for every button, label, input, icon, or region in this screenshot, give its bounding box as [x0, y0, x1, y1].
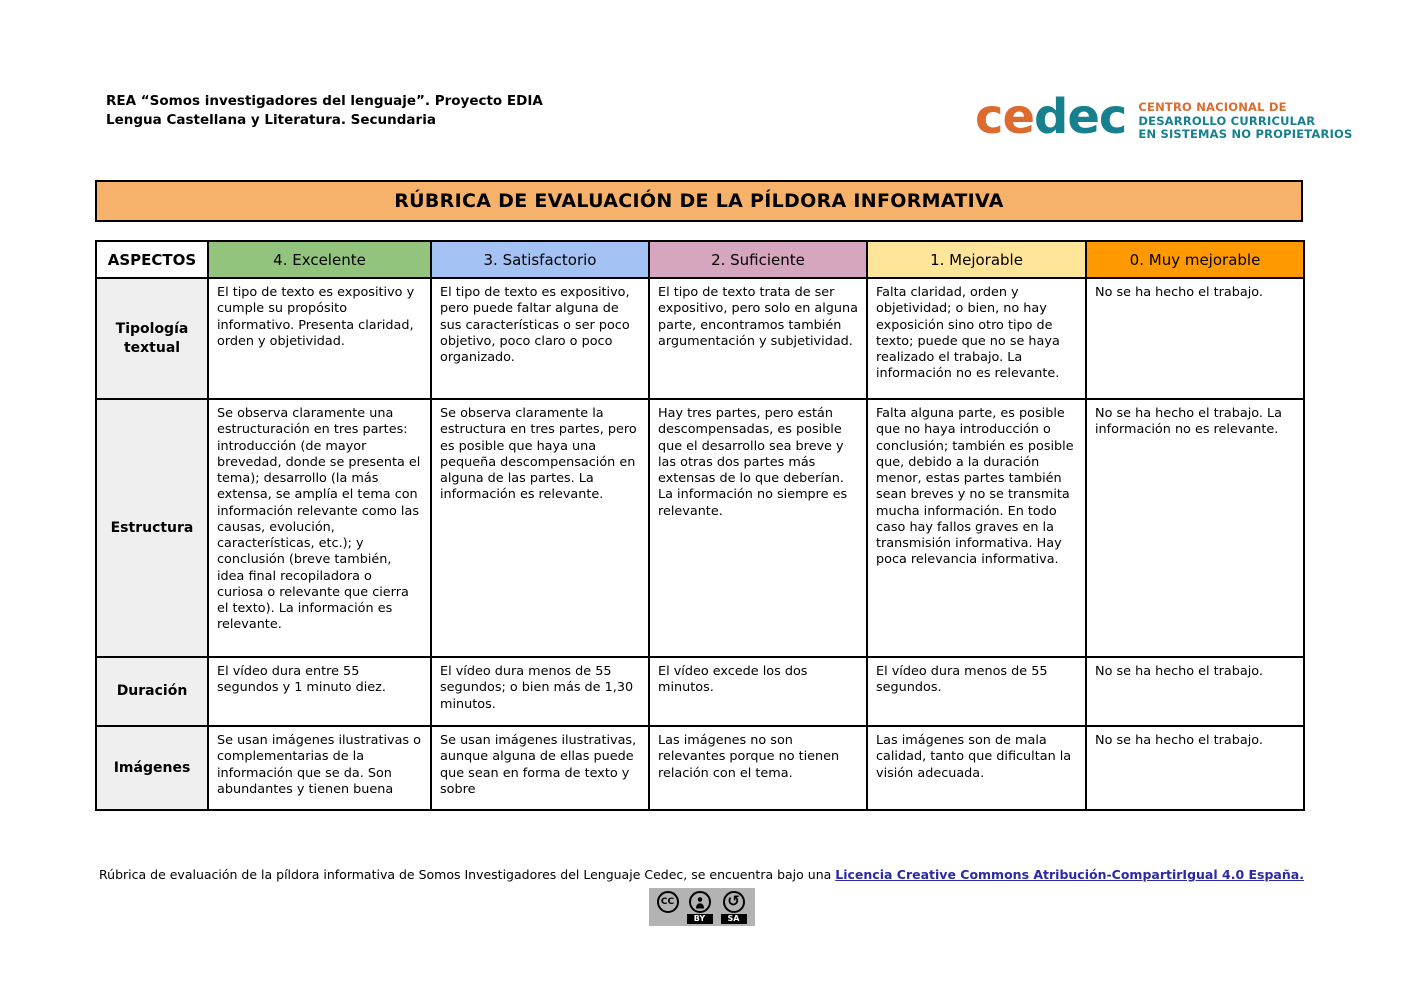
cell-imagenes-mejorable: [867, 726, 1086, 810]
cell-text: Falta alguna parte, es posible que no haya introducción o conclusión; también es posible que, debido a la duración menor, estas partes también sean breves y no se transmita mucha información. En todo caso hay fallos graves en la transmisión informativa. Hay poca relevancia informativa.: [876, 406, 1074, 568]
cc-sa-label: SA: [721, 914, 747, 924]
cell-duracion-suficiente: [649, 657, 867, 726]
column-header-suficiente: 2. Suficiente: [649, 241, 867, 278]
cell-text: Se usan imágenes ilustrativas, aunque alguna de ellas puede que sean en forma de texto y sobre: [440, 733, 637, 797]
cc-icon: CC: [657, 891, 679, 913]
cell-duracion-excelente: [208, 657, 431, 726]
aspects-header-cell: ASPECTOS: [96, 241, 208, 278]
cell-imagenes-satisfactorio: [431, 726, 649, 810]
table-row-tipologia: [96, 278, 1304, 399]
cedec-logo: [975, 89, 1353, 145]
cc-by-sa-badge[interactable]: [649, 888, 755, 926]
cell-estructura-satisfactorio: [431, 399, 649, 657]
cell-text: El tipo de texto es expositivo y cumple su propósito informativo. Presenta claridad, orden y objetividad.: [217, 285, 415, 349]
cedec-wordmark-ce: ce: [975, 89, 1035, 145]
cell-text: El vídeo dura entre 55 segundos y 1 minuto diez.: [217, 664, 386, 696]
project-header: [106, 92, 543, 129]
cell-imagenes-muy-mejorable: [1086, 726, 1304, 810]
column-header-satisfactorio: 3. Satisfactorio: [431, 241, 649, 278]
cell-text: El vídeo dura menos de 55 segundos; o bien más de 1,30 minutos.: [440, 664, 634, 712]
cedec-wordmark: [975, 89, 1127, 145]
cell-tipologia-mejorable: [867, 278, 1086, 399]
project-line1: REA “Somos investigadores del lenguaje”. Proyecto EDIA: [106, 93, 543, 109]
row-label-estructura: Estructura: [96, 399, 208, 657]
table-row-duracion: [96, 657, 1304, 726]
cedec-tagline-line2: DESARROLLO CURRICULAR: [1138, 113, 1316, 128]
cedec-tagline-line1: CENTRO NACIONAL DE: [1138, 100, 1287, 114]
cell-duracion-satisfactorio: [431, 657, 649, 726]
cell-text: El tipo de texto trata de ser expositivo, pero solo en alguna parte, encontramos también argumentación y subjetividad.: [658, 285, 858, 349]
cell-text: Falta claridad, orden y objetividad; o bien, no hay exposición sino otro tipo de texto; puede que no se haya realizado el trabajo. La información no es relevante.: [876, 285, 1060, 382]
cell-text: No se ha hecho el trabajo.: [1095, 733, 1263, 748]
column-header-muy-mejorable: 0. Muy mejorable: [1086, 241, 1304, 278]
cc-sa-arrow-icon: ↺: [723, 891, 745, 913]
cc-column: [657, 888, 679, 926]
cell-tipologia-suficiente: [649, 278, 867, 399]
cell-text: Hay tres partes, pero están descompensadas, es posible que el desarrollo sea breve y las otras dos partes más extensas de lo que deberían. La información no siempre es relevante.: [658, 406, 848, 519]
cell-tipologia-excelente: [208, 278, 431, 399]
license-note: [0, 867, 1403, 882]
page-title: RÚBRICA DE EVALUACIÓN DE LA PÍLDORA INFORMATIVA: [95, 180, 1303, 222]
cell-text: No se ha hecho el trabajo.: [1095, 664, 1263, 679]
cell-estructura-mejorable: [867, 399, 1086, 657]
cell-estructura-muy-mejorable: [1086, 399, 1304, 657]
cc-by-label: BY: [687, 914, 713, 924]
cell-text: El tipo de texto es expositivo, pero puede faltar alguna de sus características o ser poco objetivo, poco claro o poco organizado.: [440, 285, 630, 365]
cedec-wordmark-dec: dec: [1034, 89, 1127, 145]
row-label-tipologia: Tipología textual: [96, 278, 208, 399]
column-header-mejorable: 1. Mejorable: [867, 241, 1086, 278]
cell-text: No se ha hecho el trabajo.: [1095, 285, 1263, 300]
cell-estructura-suficiente: [649, 399, 867, 657]
cell-duracion-muy-mejorable: [1086, 657, 1304, 726]
row-label-duracion: Duración: [96, 657, 208, 726]
cell-text: El vídeo excede los dos minutos.: [658, 664, 808, 696]
license-text: Rúbrica de evaluación de la píldora informativa de Somos Investigadores del Lenguaje Cedec, se encuentra bajo una: [99, 867, 836, 882]
row-label-imagenes: Imágenes: [96, 726, 208, 810]
cell-estructura-excelente: [208, 399, 431, 657]
cell-text: Las imágenes son de mala calidad, tanto que dificultan la visión adecuada.: [876, 733, 1072, 781]
cell-tipologia-satisfactorio: [431, 278, 649, 399]
table-row-imagenes: [96, 726, 1304, 810]
column-header-excelente: 4. Excelente: [208, 241, 431, 278]
cell-text: Se observa claramente la estructura en tres partes, pero es posible que haya una pequeña descompensación en alguna de las partes. La información es relevante.: [440, 406, 637, 503]
rubric-header-row: [96, 241, 1304, 278]
cell-text: No se ha hecho el trabajo. La información no es relevante.: [1095, 406, 1282, 438]
cell-text: Se observa claramente una estructuración en tres partes: introducción (de mayor brevedad, donde se presenta el tema); desarrollo (la más extensa, se amplía el tema con información relevante como las causas, evolución, características, etc.); y conclusión (breve también, idea final recopiladora o curiosa o relevante que cierra el texto). La información es relevante.: [217, 406, 421, 633]
rubric-table: [95, 240, 1305, 811]
cell-imagenes-excelente: [208, 726, 431, 810]
cc-by-person-icon: [689, 891, 711, 913]
cedec-tagline: [1138, 101, 1352, 142]
project-line2: Lengua Castellana y Literatura. Secundaria: [106, 111, 436, 128]
cell-tipologia-muy-mejorable: [1086, 278, 1304, 399]
cc-sa-column: [721, 888, 747, 926]
cell-text: Se usan imágenes ilustrativas o complementarias de la información que se da. Son abundantes y tienen buena: [217, 733, 422, 797]
cedec-tagline-line3: EN SISTEMAS NO PROPIETARIOS: [1138, 127, 1353, 142]
table-row-estructura: [96, 399, 1304, 657]
cell-imagenes-suficiente: [649, 726, 867, 810]
cc-by-column: [687, 888, 713, 926]
license-link[interactable]: Licencia Creative Commons Atribución-CompartirIgual 4.0 España.: [835, 867, 1304, 882]
cell-text: Las imágenes no son relevantes porque no tienen relación con el tema.: [658, 733, 840, 781]
cell-duracion-mejorable: [867, 657, 1086, 726]
cell-text: El vídeo dura menos de 55 segundos.: [876, 664, 1048, 696]
